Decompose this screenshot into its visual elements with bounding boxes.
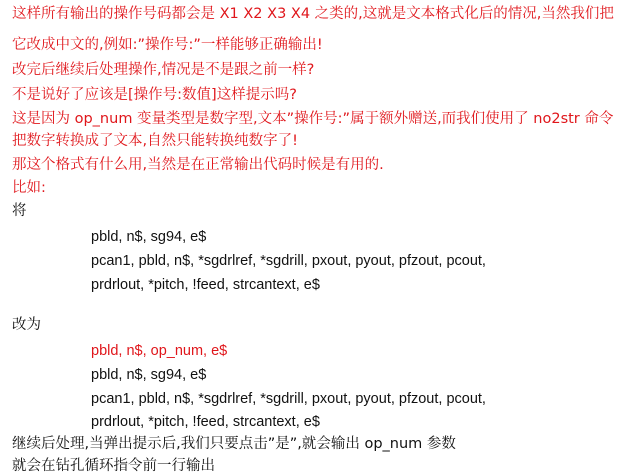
code-line: prdrlout, *pitch, !feed, strcantext, e$	[91, 414, 320, 430]
code-line: pbld, n$, sg94, e$	[91, 367, 207, 383]
paragraph-line: 比如:	[12, 180, 46, 196]
paragraph-line: 这是因为 op_num 变量类型是数字型,文本”操作号:”属于额外赠送,而我们使用了 no2str 命令	[12, 111, 614, 127]
code-line: pbld, n$, sg94, e$	[91, 229, 207, 245]
paragraph-line: 那这个格式有什么用,当然是在正常输出代码时候是有用的.	[12, 157, 384, 173]
code-line: prdrlout, *pitch, !feed, strcantext, e$	[91, 277, 320, 293]
paragraph-line: 改为	[12, 317, 41, 333]
paragraph-line: 它改成中文的,例如:”操作号:”一样能够正确输出!	[12, 37, 323, 53]
paragraph-line: 继续后处理,当弹出提示后,我们只要点击”是”,就会输出 op_num 参数	[12, 436, 456, 452]
code-line: pcan1, pbld, n$, *sgdrlref, *sgdrill, pxout, pyout, pfzout, pcout,	[91, 391, 486, 407]
paragraph-line: 将	[12, 203, 27, 219]
paragraph-line: 改完后继续后处理操作,情况是不是跟之前一样?	[12, 62, 315, 78]
code-line: pcan1, pbld, n$, *sgdrlref, *sgdrill, pxout, pyout, pfzout, pcout,	[91, 253, 486, 269]
paragraph-line: 这样所有输出的操作号码都会是 X1 X2 X3 X4 之类的,这就是文本格式化后的情况,当然我们把	[12, 6, 614, 22]
paragraph-line: 把数字转换成了文本,自然只能转换纯数字了!	[12, 133, 298, 149]
paragraph-line: 就会在钻孔循环指令前一行输出	[12, 458, 215, 474]
code-line-highlighted: pbld, n$, op_num, e$	[91, 343, 228, 359]
paragraph-line: 不是说好了应该是[操作号:数值]这样提示吗?	[12, 87, 297, 103]
